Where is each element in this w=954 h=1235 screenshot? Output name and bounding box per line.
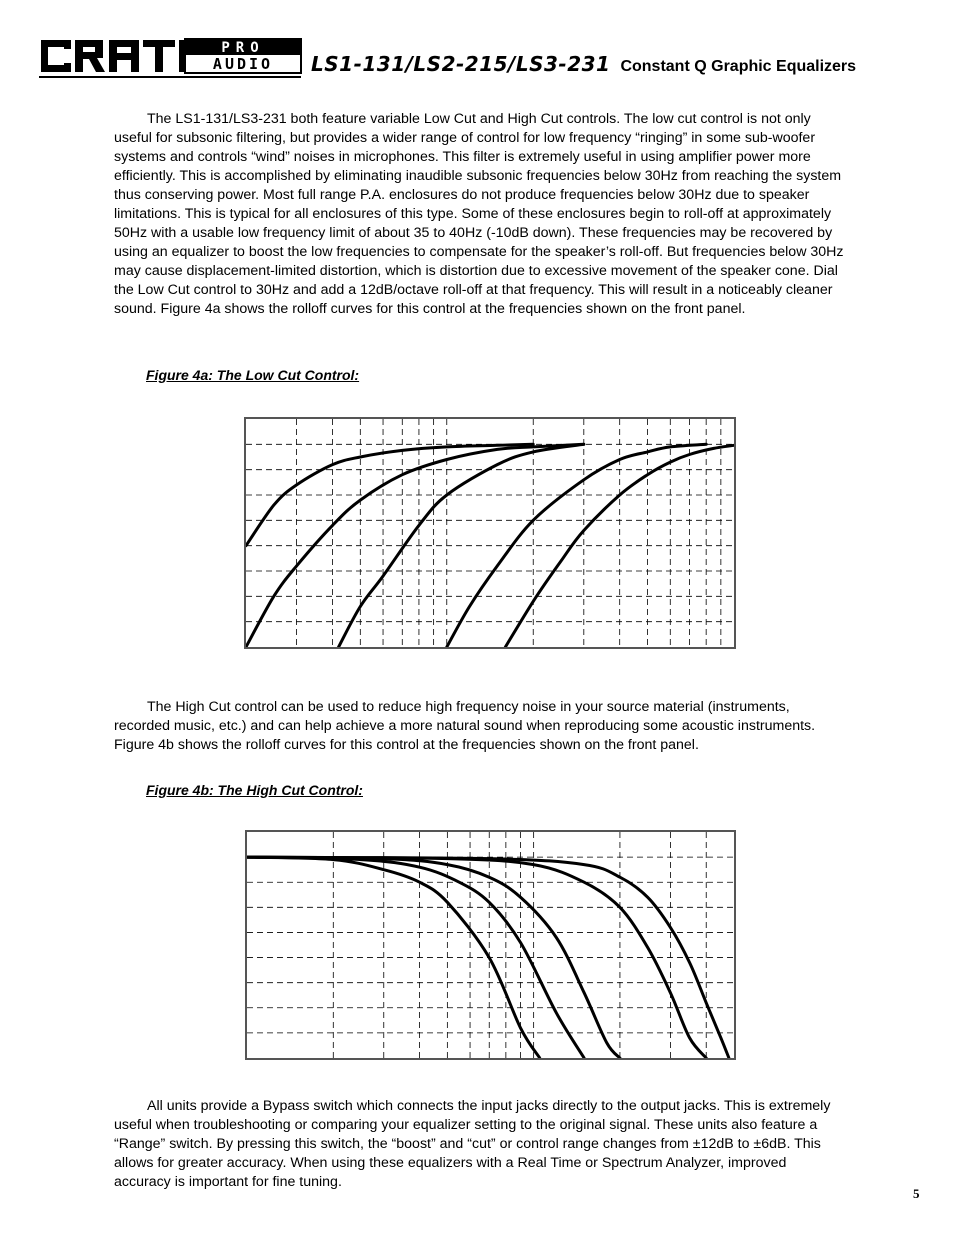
paragraph-bypass: All units provide a Bypass switch which connects the input jacks directly to the output jacks. This is extremely useful when troubleshooting or comparing your equalizer setting to the original signal. These units also feature a “Range” switch. By pressing this switch, the “boost” and “cut” or control range changes from ±12dB to ±6dB. This allows for greater accuracy. When using these equalizers with a Real Time or Spectrum Analyzer, improved accuracy is important for fine tuning. xyxy=(114,1098,831,1190)
logo-pro-text: PRO xyxy=(221,40,265,56)
fig4b-frame xyxy=(246,831,735,1059)
crate-pro-audio-logo xyxy=(39,36,303,76)
figure-4a-chart xyxy=(244,417,736,649)
paragraph-low-cut: The LS1-131/LS3-231 both feature variable Low Cut and High Cut controls. The low cut control is not only useful for subsonic filtering, but provides a wider range of control for low frequency “ringing” in some sub-woofer systems and controls “wind” noises in microphones. This filter is extremely useful in using amplifier power more efficiently. This is accomplished by eliminating inaudible subsonic frequencies below 30Hz from reaching the system thus conserving power. Most full range P.A. enclosures do not produce frequencies below 30Hz due to speaker limitations. This is typical for all enclosures of this type. Some of these enclosures begin to roll-off at approximately 50Hz with a usable low frequency limit of about 35 to 40Hz (-10dB down). These frequencies may be recovered by using an equalizer to boost the low frequencies to compensate for the speaker’s roll-off. But frequencies below 30Hz may cause displacement-limited distortion, which is distortion due to excessive movement of the speaker cone. Dial the Low Cut control to 30Hz and add a 12dB/octave roll-off at that frequency. This will result in a noticeably cleaner sound. Figure 4a shows the rolloff curves for this control at the frequencies shown on the front panel. xyxy=(114,111,844,317)
document-title xyxy=(311,52,856,82)
fig4a-frame xyxy=(245,418,735,648)
figure-4b-chart xyxy=(245,830,736,1060)
figure-4b-caption: Figure 4b: The High Cut Control: xyxy=(146,782,363,798)
product-subtitle: Constant Q Graphic Equalizers xyxy=(620,58,857,75)
logo-graphic xyxy=(39,36,303,76)
header-rule xyxy=(39,76,301,78)
page-number: 5 xyxy=(913,1186,920,1201)
model-title: LS1-131/LS2-215/LS3-231 xyxy=(311,52,611,76)
figure-4a-caption: Figure 4a: The Low Cut Control: xyxy=(146,367,360,383)
paragraph-high-cut: The High Cut control can be used to reduce high frequency noise in your source material (instruments, recorded music, etc.) and can help achieve a more natural sound when reproducing some acoustic instruments. Figure 4b shows the rolloff curves for this control at the frequencies shown on the front panel. xyxy=(114,699,816,753)
fig4a-curve-5 xyxy=(505,445,734,647)
logo-audio-text: AUDIO xyxy=(212,55,274,73)
